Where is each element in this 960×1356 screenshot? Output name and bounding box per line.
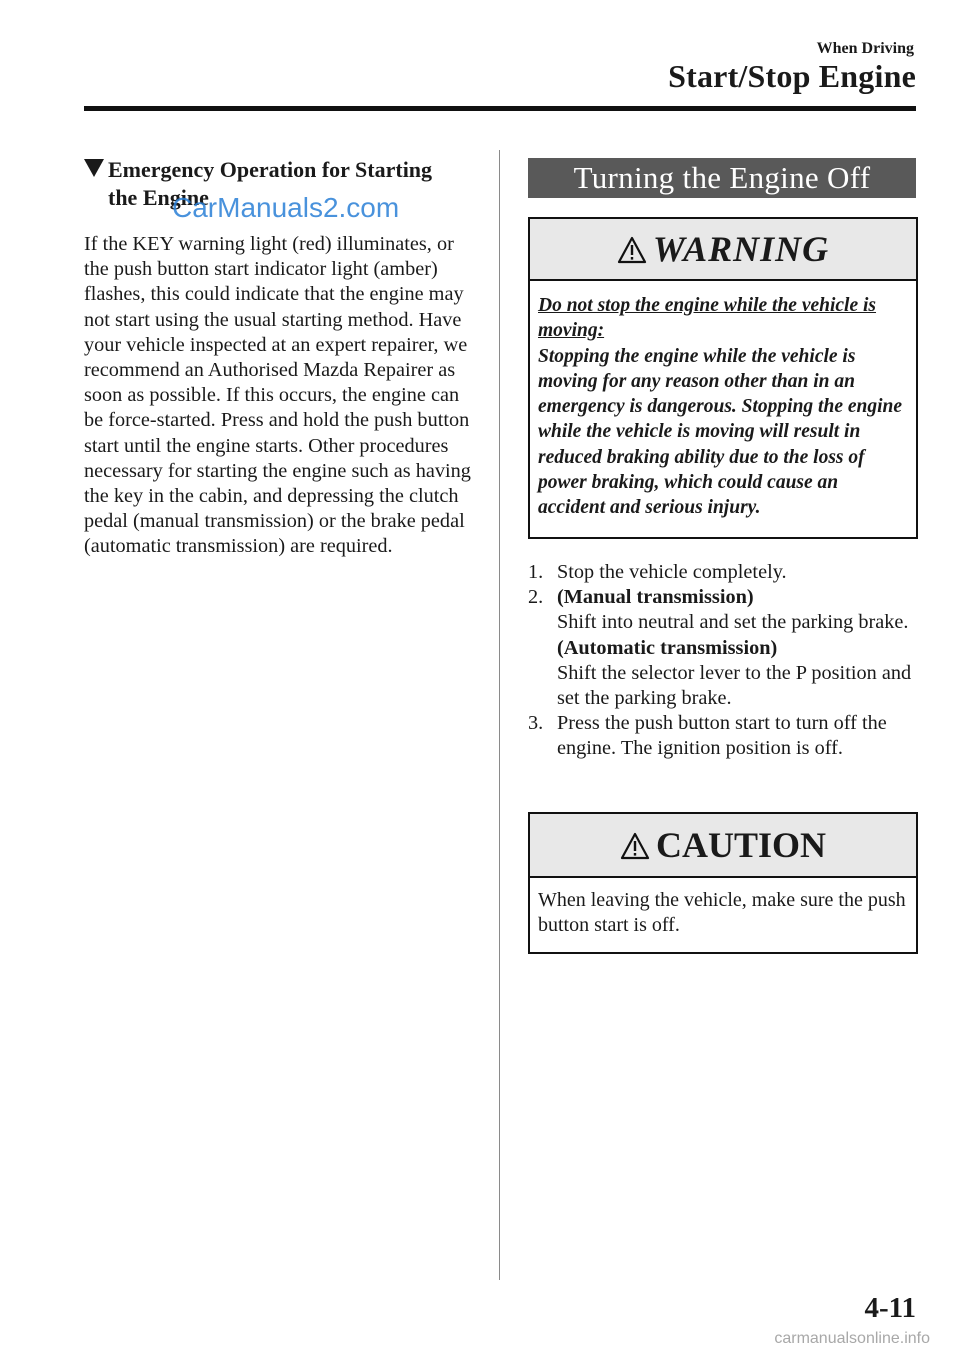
watermark-logo: CarManuals2.com xyxy=(172,192,400,223)
caution-body: When leaving the vehicle, make sure the push button start is off. xyxy=(538,889,906,936)
triangle-bullet-icon xyxy=(84,159,104,177)
header-section-label: When Driving xyxy=(816,40,914,57)
step-text: Press the push button start to turn off the engine. The ignition position is off. xyxy=(557,712,887,760)
section-heading-line2: the Engine xyxy=(108,185,209,210)
step-number: 1. xyxy=(528,561,544,583)
section-banner: Turning the Engine Off xyxy=(528,158,916,198)
manual-transmission-label: (Manual transmission) xyxy=(557,586,754,609)
caution-header xyxy=(530,814,916,878)
column-divider xyxy=(499,150,500,1280)
step-number: 2. xyxy=(528,586,544,609)
page-number: 4-11 xyxy=(864,1292,916,1324)
warning-box xyxy=(528,217,918,539)
warning-triangle-icon xyxy=(617,236,647,264)
list-item xyxy=(528,560,918,585)
automatic-transmission-text: Shift the selector lever to the P position and set the parking brake. xyxy=(557,661,912,710)
warning-lead: Do not stop the engine while the vehicle is moving: xyxy=(538,295,877,342)
warning-label: WARNING xyxy=(652,229,830,269)
footer-watermark: carmanualsonline.info xyxy=(774,1330,930,1347)
list-item xyxy=(528,711,918,761)
warning-text: Stopping the engine while the vehicle is moving for any reason other than in an emergency is dangerous. Stopping the engine while the vehicle is moving will result in reduced braking ability due to the loss of power braking, which could cause an accident and serious injury. xyxy=(538,345,903,519)
warning-body xyxy=(530,281,916,521)
section-heading-line1: Emergency Operation for Starting xyxy=(108,157,433,182)
page-title: Start/Stop Engine xyxy=(668,58,916,94)
warning-header xyxy=(530,219,916,281)
manual-transmission-text: Shift into neutral and set the parking brake. xyxy=(557,611,909,634)
caution-label: CAUTION xyxy=(655,825,826,865)
list-item xyxy=(528,585,918,711)
body-paragraph: If the KEY warning light (red) illuminates, or the push button start indicator light (amber) flashes, this could indicate that the engine may not start using the usual starting method. Have your vehicle inspected at an expert repairer, we recommend an Authorised Mazda Repairer as soon as possible. If this occurs, the engine can be force-started. Press and hold the push button start until the engine starts. Other procedures necessary for starting the engine such as having the key in the cabin, and depressing the clutch pedal (manual transmission) or the brake pedal (automatic transmission) are required. xyxy=(84,233,471,558)
left-column xyxy=(84,156,474,560)
caution-box xyxy=(528,812,918,954)
step-number: 3. xyxy=(528,712,544,735)
caution-triangle-icon xyxy=(620,832,650,860)
step-text: Stop the vehicle completely. xyxy=(557,561,787,583)
automatic-transmission-label: (Automatic transmission) xyxy=(557,636,778,659)
header-rule xyxy=(84,106,916,111)
steps-list xyxy=(528,560,918,762)
